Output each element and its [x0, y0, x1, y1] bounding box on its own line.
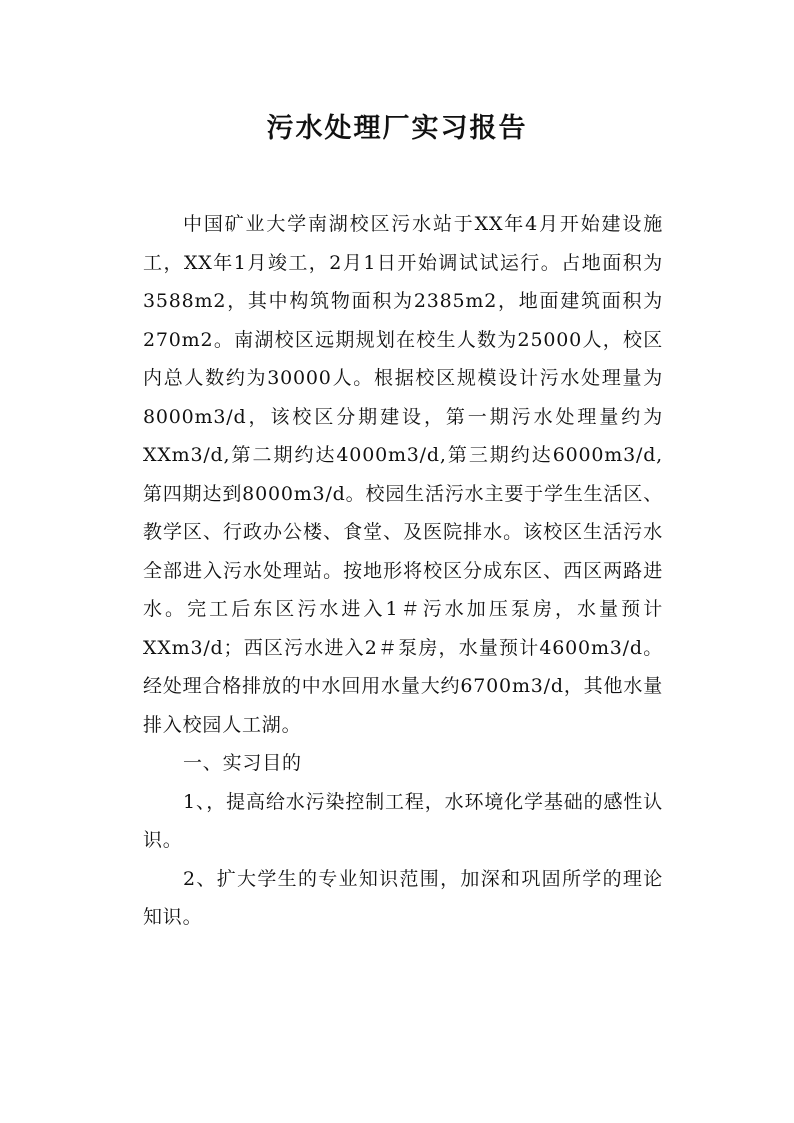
purpose-item-2: 2、扩大学生的专业知识范围，加深和巩固所学的理论知识。 — [143, 867, 663, 928]
intro-paragraph: 中国矿业大学南湖校区污水站于XX年4月开始建设施工，XX年1月竣工，2月1日开始调试试运行。占地面积为3588m2，其中构筑物面积为2385m2，地面建筑面积为270m2。南湖校区远期规划在校生人数为25000人，校区内总人数约为30000人。根据校区规模设计污水处理量为8000m3/d，该校区分期建设，第一期污水处理量约为XXm3/d,第二期约达4000m3/d,第三期约达6000m3/d,第四期达到8000m3/d。校园生活污水主要于学生生活区、教学区、行政办公楼、食堂、及医院排水。该校区生活污水全部进入污水处理站。按地形将校区分成东区、西区两路进水。完工后东区污水进入1＃污水加压泵房，水量预计XXm3/d；西区污水进入2＃泵房，水量预计4600m3/d。经处理合格排放的中水回用水量大约6700m3/d，其他水量排入校园人工湖。 — [143, 213, 663, 736]
section-heading-purpose: 一、实习目的 — [183, 752, 302, 774]
purpose-item-1: 1、，提高给水污染控制工程，水环境化学基础的感性认识。 — [143, 790, 663, 851]
document-title: 污水处理厂实习报告 — [266, 113, 528, 144]
document-body — [143, 205, 663, 937]
